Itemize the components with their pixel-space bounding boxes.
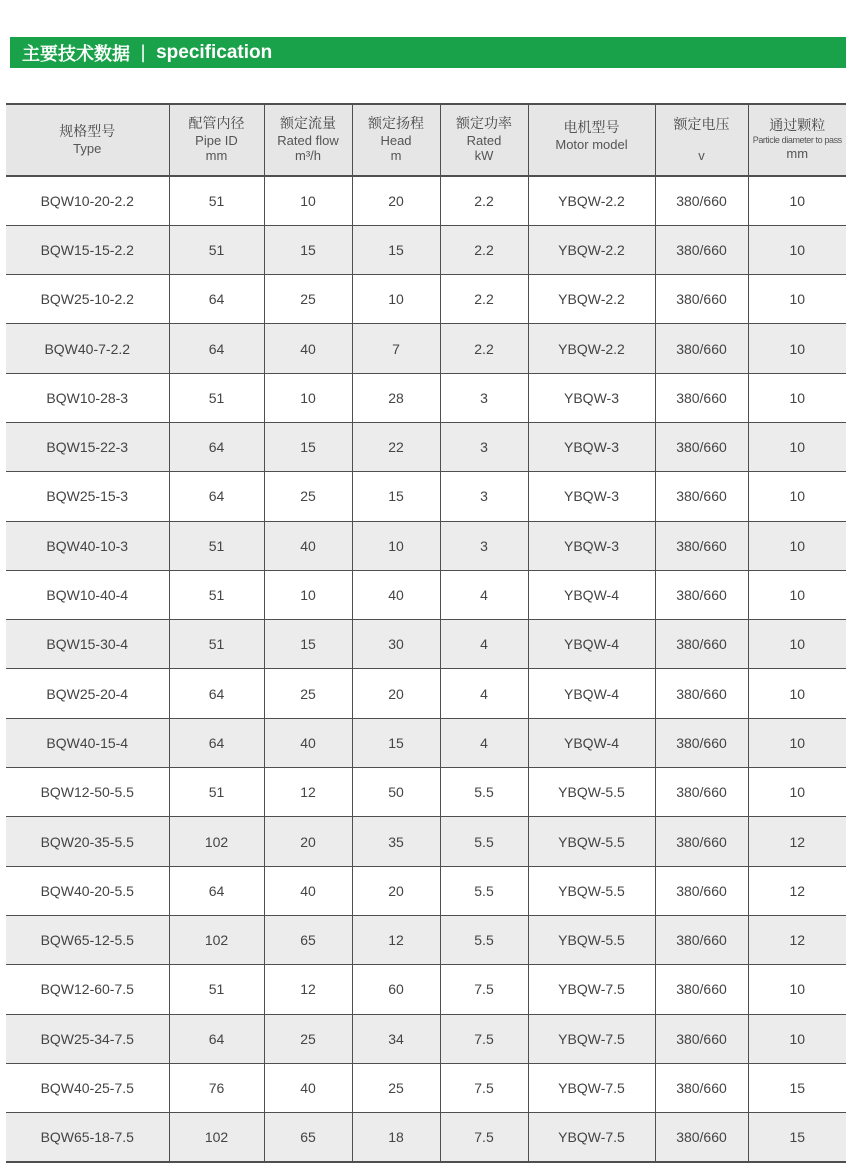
cell-pipe-id: 64 — [169, 324, 264, 373]
cell-rated-power: 4 — [440, 570, 528, 619]
cell-motor-model: YBQW-7.5 — [528, 1113, 655, 1162]
cell-type: BQW15-30-4 — [6, 620, 169, 669]
cell-particle: 15 — [748, 1063, 846, 1112]
cell-type: BQW40-10-3 — [6, 521, 169, 570]
cell-rated-flow: 40 — [264, 866, 352, 915]
cell-rated-power: 3 — [440, 373, 528, 422]
table-row — [6, 620, 846, 669]
cell-rated-voltage: 380/660 — [655, 1014, 748, 1063]
cell-motor-model: YBQW-4 — [528, 718, 655, 767]
cell-head: 12 — [352, 915, 440, 964]
cell-rated-power: 3 — [440, 472, 528, 521]
cell-particle: 10 — [748, 472, 846, 521]
cell-motor-model: YBQW-3 — [528, 373, 655, 422]
table-row — [6, 225, 846, 274]
cell-rated-voltage: 380/660 — [655, 768, 748, 817]
table-row — [6, 1113, 846, 1162]
cell-rated-power: 2.2 — [440, 176, 528, 225]
cell-head: 20 — [352, 866, 440, 915]
col-header-motor-model: 电机型号 Motor model — [528, 104, 655, 176]
cell-pipe-id: 51 — [169, 225, 264, 274]
cell-type: BQW40-15-4 — [6, 718, 169, 767]
specification-table — [6, 103, 846, 1163]
cell-motor-model: YBQW-2.2 — [528, 176, 655, 225]
cell-pipe-id: 64 — [169, 718, 264, 767]
cell-rated-flow: 10 — [264, 570, 352, 619]
cell-particle: 10 — [748, 965, 846, 1014]
cell-pipe-id: 64 — [169, 866, 264, 915]
table-row — [6, 866, 846, 915]
cell-rated-power: 2.2 — [440, 225, 528, 274]
cell-particle: 10 — [748, 422, 846, 471]
cell-head: 22 — [352, 422, 440, 471]
cell-pipe-id: 64 — [169, 275, 264, 324]
table-row — [6, 718, 846, 767]
cell-type: BQW40-25-7.5 — [6, 1063, 169, 1112]
col-header-type: 规格型号 Type — [6, 104, 169, 176]
cell-rated-power: 7.5 — [440, 1014, 528, 1063]
cell-type: BQW65-12-5.5 — [6, 915, 169, 964]
cell-rated-voltage: 380/660 — [655, 866, 748, 915]
cell-head: 15 — [352, 225, 440, 274]
table-row — [6, 472, 846, 521]
cell-rated-flow: 15 — [264, 620, 352, 669]
cell-type: BQW10-28-3 — [6, 373, 169, 422]
cell-rated-voltage: 380/660 — [655, 521, 748, 570]
cell-rated-flow: 25 — [264, 275, 352, 324]
table-row — [6, 1014, 846, 1063]
cell-head: 7 — [352, 324, 440, 373]
cell-type: BQW15-15-2.2 — [6, 225, 169, 274]
banner-title-en: specification — [156, 41, 273, 63]
cell-rated-voltage: 380/660 — [655, 620, 748, 669]
cell-rated-power: 4 — [440, 669, 528, 718]
cell-pipe-id: 51 — [169, 176, 264, 225]
table-row — [6, 275, 846, 324]
cell-head: 25 — [352, 1063, 440, 1112]
cell-rated-power: 3 — [440, 422, 528, 471]
cell-particle: 10 — [748, 718, 846, 767]
cell-particle: 10 — [748, 373, 846, 422]
cell-type: BQW25-15-3 — [6, 472, 169, 521]
cell-motor-model: YBQW-7.5 — [528, 965, 655, 1014]
cell-rated-power: 5.5 — [440, 817, 528, 866]
cell-rated-voltage: 380/660 — [655, 176, 748, 225]
cell-pipe-id: 51 — [169, 620, 264, 669]
cell-head: 50 — [352, 768, 440, 817]
cell-rated-flow: 15 — [264, 422, 352, 471]
table-row — [6, 768, 846, 817]
cell-rated-flow: 40 — [264, 324, 352, 373]
cell-head: 60 — [352, 965, 440, 1014]
cell-motor-model: YBQW-4 — [528, 669, 655, 718]
cell-rated-flow: 40 — [264, 1063, 352, 1112]
table-row — [6, 176, 846, 225]
cell-type: BQW25-20-4 — [6, 669, 169, 718]
cell-head: 10 — [352, 275, 440, 324]
cell-motor-model: YBQW-3 — [528, 422, 655, 471]
banner-title-zh: 主要技术数据 — [22, 43, 130, 65]
col-header-rated-power: 额定功率 Rated kW — [440, 104, 528, 176]
cell-pipe-id: 51 — [169, 768, 264, 817]
cell-pipe-id: 64 — [169, 422, 264, 471]
cell-head: 10 — [352, 521, 440, 570]
table-row — [6, 422, 846, 471]
cell-particle: 10 — [748, 768, 846, 817]
cell-type: BQW12-50-5.5 — [6, 768, 169, 817]
cell-pipe-id: 102 — [169, 915, 264, 964]
cell-rated-voltage: 380/660 — [655, 1113, 748, 1162]
cell-head: 20 — [352, 669, 440, 718]
cell-rated-flow: 40 — [264, 718, 352, 767]
cell-rated-voltage: 380/660 — [655, 915, 748, 964]
cell-type: BQW12-60-7.5 — [6, 965, 169, 1014]
cell-rated-voltage: 380/660 — [655, 472, 748, 521]
cell-rated-flow: 25 — [264, 1014, 352, 1063]
cell-rated-voltage: 380/660 — [655, 669, 748, 718]
cell-pipe-id: 64 — [169, 669, 264, 718]
col-header-particle: 通过颗粒 Particle diameter to pass mm — [748, 104, 846, 176]
cell-pipe-id: 64 — [169, 1014, 264, 1063]
cell-particle: 10 — [748, 570, 846, 619]
cell-rated-flow: 25 — [264, 472, 352, 521]
cell-particle: 10 — [748, 669, 846, 718]
banner-separator: | — [140, 42, 147, 63]
cell-rated-flow: 15 — [264, 225, 352, 274]
cell-motor-model: YBQW-4 — [528, 620, 655, 669]
table-row — [6, 669, 846, 718]
col-header-head: 额定扬程 Head m — [352, 104, 440, 176]
cell-rated-power: 2.2 — [440, 324, 528, 373]
cell-type: BQW10-40-4 — [6, 570, 169, 619]
cell-motor-model: YBQW-7.5 — [528, 1014, 655, 1063]
cell-rated-power: 5.5 — [440, 768, 528, 817]
cell-type: BQW20-35-5.5 — [6, 817, 169, 866]
table-row — [6, 521, 846, 570]
cell-particle: 10 — [748, 225, 846, 274]
cell-head: 35 — [352, 817, 440, 866]
cell-motor-model: YBQW-5.5 — [528, 915, 655, 964]
cell-head: 40 — [352, 570, 440, 619]
table-row — [6, 817, 846, 866]
cell-type: BQW10-20-2.2 — [6, 176, 169, 225]
cell-pipe-id: 102 — [169, 817, 264, 866]
cell-particle: 12 — [748, 915, 846, 964]
cell-rated-voltage: 380/660 — [655, 718, 748, 767]
cell-head: 34 — [352, 1014, 440, 1063]
header-row — [6, 104, 846, 176]
cell-rated-flow: 10 — [264, 373, 352, 422]
table-row — [6, 915, 846, 964]
cell-head: 15 — [352, 718, 440, 767]
cell-rated-voltage: 380/660 — [655, 422, 748, 471]
cell-rated-power: 7.5 — [440, 1113, 528, 1162]
cell-motor-model: YBQW-2.2 — [528, 324, 655, 373]
cell-pipe-id: 51 — [169, 521, 264, 570]
cell-head: 28 — [352, 373, 440, 422]
cell-rated-flow: 65 — [264, 1113, 352, 1162]
cell-motor-model: YBQW-5.5 — [528, 817, 655, 866]
cell-type: BQW40-7-2.2 — [6, 324, 169, 373]
col-header-rated-flow: 额定流量 Rated flow m³/h — [264, 104, 352, 176]
cell-head: 30 — [352, 620, 440, 669]
section-banner — [10, 37, 846, 68]
cell-rated-power: 4 — [440, 620, 528, 669]
cell-motor-model: YBQW-7.5 — [528, 1063, 655, 1112]
cell-rated-voltage: 380/660 — [655, 373, 748, 422]
table-row — [6, 570, 846, 619]
cell-rated-flow: 12 — [264, 965, 352, 1014]
cell-rated-voltage: 380/660 — [655, 1063, 748, 1112]
cell-rated-voltage: 380/660 — [655, 225, 748, 274]
cell-motor-model: YBQW-3 — [528, 472, 655, 521]
cell-rated-flow: 10 — [264, 176, 352, 225]
cell-rated-flow: 40 — [264, 521, 352, 570]
cell-type: BQW65-18-7.5 — [6, 1113, 169, 1162]
cell-type: BQW15-22-3 — [6, 422, 169, 471]
cell-type: BQW25-34-7.5 — [6, 1014, 169, 1063]
cell-rated-flow: 20 — [264, 817, 352, 866]
cell-rated-voltage: 380/660 — [655, 275, 748, 324]
table-row — [6, 965, 846, 1014]
cell-particle: 10 — [748, 1014, 846, 1063]
table-row — [6, 324, 846, 373]
cell-motor-model: YBQW-5.5 — [528, 866, 655, 915]
cell-head: 20 — [352, 176, 440, 225]
cell-rated-power: 4 — [440, 718, 528, 767]
cell-rated-flow: 25 — [264, 669, 352, 718]
cell-rated-flow: 12 — [264, 768, 352, 817]
cell-motor-model: YBQW-2.2 — [528, 275, 655, 324]
cell-rated-power: 7.5 — [440, 965, 528, 1014]
cell-pipe-id: 51 — [169, 965, 264, 1014]
cell-motor-model: YBQW-4 — [528, 570, 655, 619]
col-header-rated-voltage: 额定电压 v — [655, 104, 748, 176]
cell-particle: 10 — [748, 620, 846, 669]
cell-rated-power: 3 — [440, 521, 528, 570]
table-row — [6, 373, 846, 422]
cell-rated-power: 7.5 — [440, 1063, 528, 1112]
cell-type: BQW40-20-5.5 — [6, 866, 169, 915]
cell-rated-voltage: 380/660 — [655, 324, 748, 373]
cell-rated-flow: 65 — [264, 915, 352, 964]
col-header-pipe-id: 配管内径 Pipe ID mm — [169, 104, 264, 176]
cell-particle: 10 — [748, 275, 846, 324]
cell-type: BQW25-10-2.2 — [6, 275, 169, 324]
cell-rated-power: 5.5 — [440, 866, 528, 915]
cell-particle: 12 — [748, 817, 846, 866]
table-row — [6, 1063, 846, 1112]
cell-rated-voltage: 380/660 — [655, 570, 748, 619]
cell-head: 15 — [352, 472, 440, 521]
cell-pipe-id: 51 — [169, 373, 264, 422]
cell-particle: 15 — [748, 1113, 846, 1162]
cell-motor-model: YBQW-5.5 — [528, 768, 655, 817]
cell-rated-voltage: 380/660 — [655, 965, 748, 1014]
cell-motor-model: YBQW-2.2 — [528, 225, 655, 274]
cell-head: 18 — [352, 1113, 440, 1162]
cell-pipe-id: 76 — [169, 1063, 264, 1112]
cell-particle: 12 — [748, 866, 846, 915]
cell-particle: 10 — [748, 176, 846, 225]
cell-particle: 10 — [748, 324, 846, 373]
cell-rated-power: 5.5 — [440, 915, 528, 964]
cell-particle: 10 — [748, 521, 846, 570]
cell-pipe-id: 51 — [169, 570, 264, 619]
cell-pipe-id: 102 — [169, 1113, 264, 1162]
cell-rated-voltage: 380/660 — [655, 817, 748, 866]
cell-motor-model: YBQW-3 — [528, 521, 655, 570]
table-body — [6, 176, 846, 1162]
cell-pipe-id: 64 — [169, 472, 264, 521]
cell-rated-power: 2.2 — [440, 275, 528, 324]
